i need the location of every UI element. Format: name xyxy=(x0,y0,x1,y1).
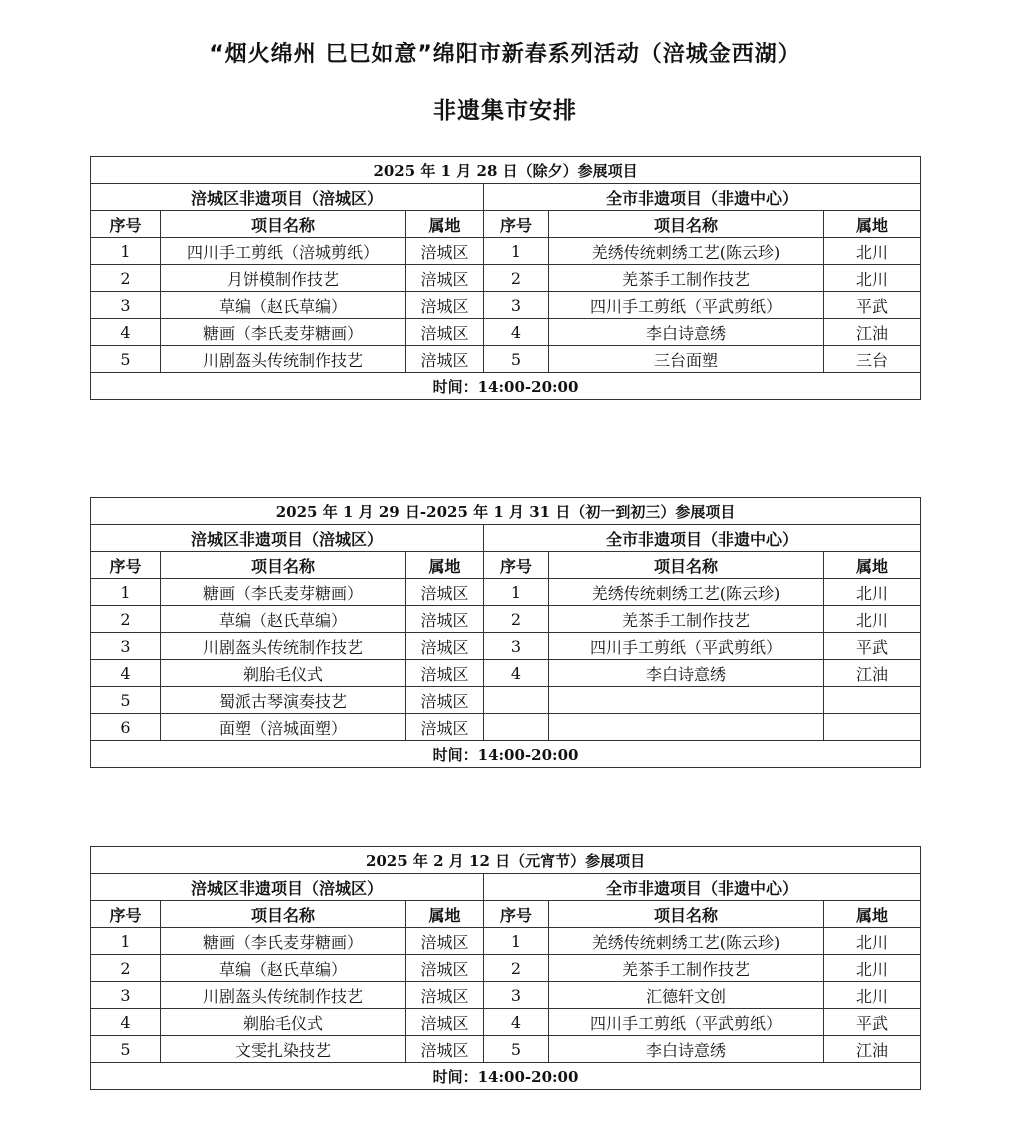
col-header-name: 项目名称 xyxy=(549,901,824,928)
left-group-header: 涪城区非遗项目（涪城区） xyxy=(91,874,484,901)
right-location: 北川 xyxy=(824,982,921,1009)
table-row xyxy=(91,955,921,982)
right-seq: 1 xyxy=(484,238,549,265)
right-seq: 3 xyxy=(484,982,549,1009)
right-location: 北川 xyxy=(824,579,921,606)
document-subtitle: 非遗集市安排 xyxy=(433,98,577,124)
left-location: 涪城区 xyxy=(406,292,484,319)
right-seq: 5 xyxy=(484,346,549,373)
right-seq: 2 xyxy=(484,606,549,633)
left-seq: 4 xyxy=(91,1009,161,1036)
right-seq xyxy=(484,714,549,741)
right-project-name: 汇德轩文创 xyxy=(549,982,824,1009)
right-location xyxy=(824,714,921,741)
left-seq: 1 xyxy=(91,928,161,955)
left-location: 涪城区 xyxy=(406,633,484,660)
table-row xyxy=(91,319,921,346)
right-seq: 4 xyxy=(484,1009,549,1036)
table-row xyxy=(91,346,921,373)
left-seq: 1 xyxy=(91,238,161,265)
col-header-seq: 序号 xyxy=(484,552,549,579)
table-row xyxy=(91,714,921,741)
right-project-name: 羌茶手工制作技艺 xyxy=(549,606,824,633)
right-location: 北川 xyxy=(824,238,921,265)
left-seq: 2 xyxy=(91,606,161,633)
right-seq: 4 xyxy=(484,319,549,346)
left-seq: 3 xyxy=(91,292,161,319)
left-location: 涪城区 xyxy=(406,319,484,346)
left-seq: 2 xyxy=(91,955,161,982)
right-seq: 3 xyxy=(484,633,549,660)
right-group-header: 全市非遗项目（非遗中心） xyxy=(484,874,921,901)
table-row xyxy=(91,265,921,292)
right-project-name: 李白诗意绣 xyxy=(549,660,824,687)
table-row xyxy=(91,982,921,1009)
left-project-name: 糖画（李氏麦芽糖画） xyxy=(161,319,406,346)
schedule-table xyxy=(90,846,921,1090)
right-project-name: 羌绣传统刺绣工艺(陈云珍) xyxy=(549,238,824,265)
col-header-seq: 序号 xyxy=(484,211,549,238)
right-location: 平武 xyxy=(824,633,921,660)
right-project-name: 李白诗意绣 xyxy=(549,319,824,346)
table-row xyxy=(91,1036,921,1063)
right-location: 江油 xyxy=(824,319,921,346)
left-project-name: 草编（赵氏草编） xyxy=(161,606,406,633)
table-row xyxy=(91,579,921,606)
table-heading: 2025 年 1 月 28 日（除夕）参展项目 xyxy=(91,157,921,184)
left-project-name: 川剧盔头传统制作技艺 xyxy=(161,346,406,373)
right-seq xyxy=(484,687,549,714)
time-info: 时间：14:00-20:00 xyxy=(91,741,921,768)
left-seq: 6 xyxy=(91,714,161,741)
col-header-name: 项目名称 xyxy=(161,901,406,928)
schedule-table xyxy=(90,497,921,768)
right-location: 三台 xyxy=(824,346,921,373)
right-project-name: 四川手工剪纸（平武剪纸） xyxy=(549,1009,824,1036)
col-header-location: 属地 xyxy=(406,211,484,238)
left-project-name: 糖画（李氏麦芽糖画） xyxy=(161,928,406,955)
right-project-name: 羌绣传统刺绣工艺(陈云珍) xyxy=(549,579,824,606)
left-seq: 1 xyxy=(91,579,161,606)
left-group-header: 涪城区非遗项目（涪城区） xyxy=(91,184,484,211)
right-project-name: 四川手工剪纸（平武剪纸） xyxy=(549,292,824,319)
col-header-location: 属地 xyxy=(406,552,484,579)
left-seq: 4 xyxy=(91,319,161,346)
col-header-location: 属地 xyxy=(824,552,921,579)
left-project-name: 川剧盔头传统制作技艺 xyxy=(161,633,406,660)
right-seq: 2 xyxy=(484,265,549,292)
left-location: 涪城区 xyxy=(406,982,484,1009)
right-project-name xyxy=(549,714,824,741)
time-info: 时间：14:00-20:00 xyxy=(91,1063,921,1090)
right-project-name: 三台面塑 xyxy=(549,346,824,373)
left-location: 涪城区 xyxy=(406,265,484,292)
right-location: 北川 xyxy=(824,265,921,292)
col-header-location: 属地 xyxy=(824,211,921,238)
left-project-name: 蜀派古琴演奏技艺 xyxy=(161,687,406,714)
table-row xyxy=(91,606,921,633)
left-project-name: 面塑（涪城面塑） xyxy=(161,714,406,741)
right-project-name: 羌茶手工制作技艺 xyxy=(549,265,824,292)
left-location: 涪城区 xyxy=(406,928,484,955)
right-group-header: 全市非遗项目（非遗中心） xyxy=(484,184,921,211)
left-seq: 5 xyxy=(91,1036,161,1063)
col-header-seq: 序号 xyxy=(91,901,161,928)
right-location: 北川 xyxy=(824,928,921,955)
right-location: 北川 xyxy=(824,955,921,982)
right-project-name xyxy=(549,687,824,714)
time-info: 时间：14:00-20:00 xyxy=(91,373,921,400)
left-project-name: 川剧盔头传统制作技艺 xyxy=(161,982,406,1009)
left-location: 涪城区 xyxy=(406,660,484,687)
left-location: 涪城区 xyxy=(406,714,484,741)
left-location: 涪城区 xyxy=(406,346,484,373)
left-project-name: 四川手工剪纸（涪城剪纸） xyxy=(161,238,406,265)
right-project-name: 四川手工剪纸（平武剪纸） xyxy=(549,633,824,660)
left-project-name: 草编（赵氏草编） xyxy=(161,292,406,319)
right-location: 平武 xyxy=(824,1009,921,1036)
right-project-name: 羌绣传统刺绣工艺(陈云珍) xyxy=(549,928,824,955)
right-group-header: 全市非遗项目（非遗中心） xyxy=(484,525,921,552)
left-seq: 3 xyxy=(91,982,161,1009)
left-group-header: 涪城区非遗项目（涪城区） xyxy=(91,525,484,552)
left-project-name: 草编（赵氏草编） xyxy=(161,955,406,982)
left-project-name: 剃胎毛仪式 xyxy=(161,1009,406,1036)
col-header-seq: 序号 xyxy=(484,901,549,928)
col-header-name: 项目名称 xyxy=(161,552,406,579)
table-row xyxy=(91,633,921,660)
left-location: 涪城区 xyxy=(406,687,484,714)
right-location: 北川 xyxy=(824,606,921,633)
col-header-seq: 序号 xyxy=(91,211,161,238)
right-location: 江油 xyxy=(824,1036,921,1063)
left-project-name: 文雯扎染技艺 xyxy=(161,1036,406,1063)
right-project-name: 李白诗意绣 xyxy=(549,1036,824,1063)
right-seq: 3 xyxy=(484,292,549,319)
col-header-location: 属地 xyxy=(406,901,484,928)
table-row xyxy=(91,660,921,687)
table-heading: 2025 年 2 月 12 日（元宵节）参展项目 xyxy=(91,847,921,874)
right-location xyxy=(824,687,921,714)
document-title: “烟火绵州 巳巳如意”绵阳市新春系列活动（涪城金西湖） xyxy=(209,42,801,67)
table-row xyxy=(91,238,921,265)
col-header-name: 项目名称 xyxy=(549,211,824,238)
table-row xyxy=(91,292,921,319)
col-header-name: 项目名称 xyxy=(161,211,406,238)
left-seq: 3 xyxy=(91,633,161,660)
left-location: 涪城区 xyxy=(406,1009,484,1036)
right-project-name: 羌茶手工制作技艺 xyxy=(549,955,824,982)
left-location: 涪城区 xyxy=(406,1036,484,1063)
left-location: 涪城区 xyxy=(406,606,484,633)
right-seq: 1 xyxy=(484,579,549,606)
right-location: 平武 xyxy=(824,292,921,319)
left-seq: 5 xyxy=(91,687,161,714)
left-seq: 2 xyxy=(91,265,161,292)
right-seq: 1 xyxy=(484,928,549,955)
right-seq: 5 xyxy=(484,1036,549,1063)
left-project-name: 剃胎毛仪式 xyxy=(161,660,406,687)
right-seq: 4 xyxy=(484,660,549,687)
left-location: 涪城区 xyxy=(406,579,484,606)
table-heading: 2025 年 1 月 29 日-2025 年 1 月 31 日（初一到初三）参展项目 xyxy=(91,498,921,525)
left-project-name: 月饼模制作技艺 xyxy=(161,265,406,292)
left-project-name: 糖画（李氏麦芽糖画） xyxy=(161,579,406,606)
right-location: 江油 xyxy=(824,660,921,687)
schedule-table xyxy=(90,156,921,400)
left-location: 涪城区 xyxy=(406,238,484,265)
left-seq: 4 xyxy=(91,660,161,687)
left-seq: 5 xyxy=(91,346,161,373)
col-header-name: 项目名称 xyxy=(549,552,824,579)
table-row xyxy=(91,687,921,714)
table-row xyxy=(91,928,921,955)
right-seq: 2 xyxy=(484,955,549,982)
col-header-location: 属地 xyxy=(824,901,921,928)
table-row xyxy=(91,1009,921,1036)
col-header-seq: 序号 xyxy=(91,552,161,579)
left-location: 涪城区 xyxy=(406,955,484,982)
